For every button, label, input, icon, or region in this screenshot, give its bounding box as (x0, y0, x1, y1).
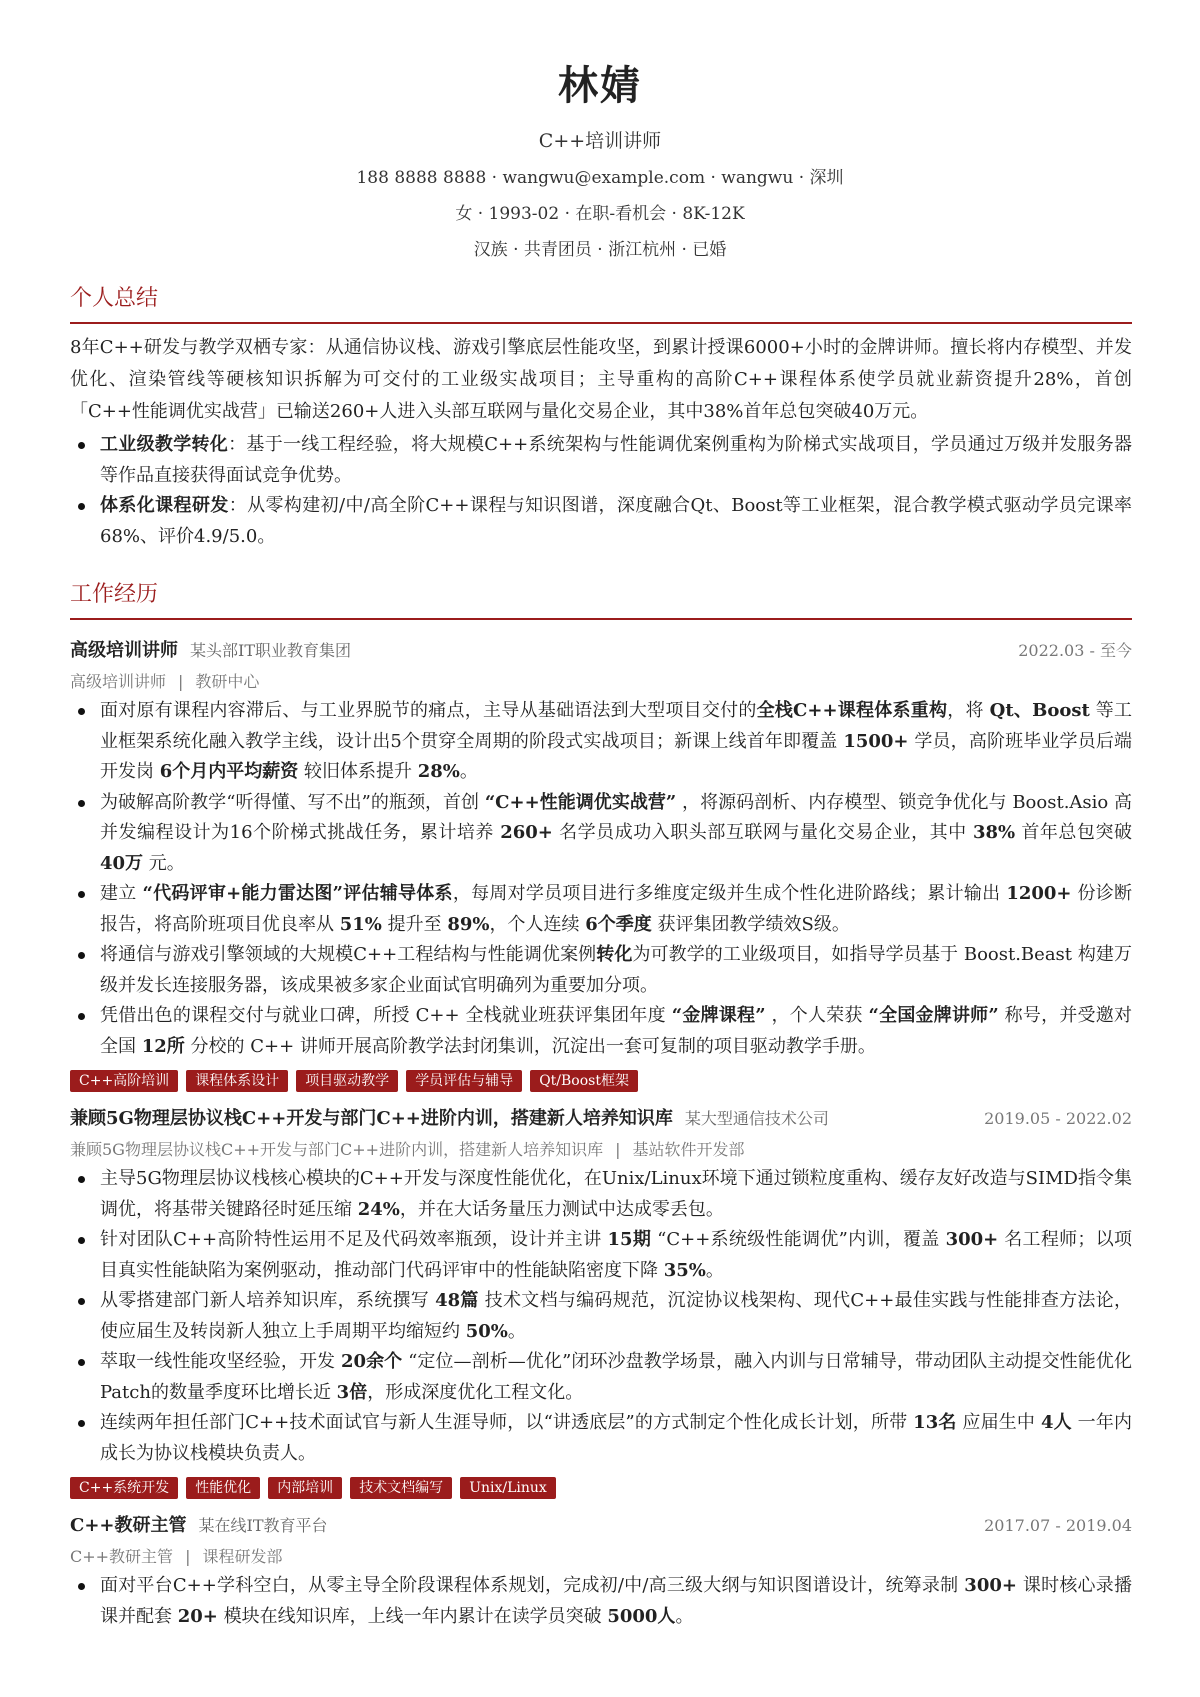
job-header-left (70, 1513, 328, 1539)
summary-paragraph: 8年C++研发与教学双栖专家：从通信协议栈、游戏引擎底层性能攻坚，到累计授课6000+小时的金牌讲师。擅长将内存模型、并发优化、渲染管线等硬核知识拆解为可交付的工业级实战项目；主导重构的高阶C++课程体系使学员就业薪资提升28%，首创「C++性能调优实战营」已输送260+人进入头部互联网与量化交易企业，其中38%首年总包突破40万元。 (70, 337, 1132, 422)
skill-tags (70, 1070, 1132, 1092)
job-bullet (70, 1571, 1132, 1632)
job-header (70, 1106, 1132, 1132)
bullet-text: 针对团队C++高阶特性运用不足及代码效率瓶颈，设计并主讲 (100, 1229, 608, 1250)
separator: | (615, 1140, 621, 1159)
bullet-highlight: 50% (465, 1320, 508, 1342)
bullet-text: ，将源码剖析、内存模型、锁竞争优化与 Boost.Asio 高并发编程设计为16个阶梯式挑战任务，累计培养 (100, 791, 1133, 843)
extra-info-line: 汉族 · 共青团员 · 浙江杭州 · 已婚 (473, 240, 727, 260)
job-bullets (70, 696, 1132, 1062)
bullet-highlight: 24% (357, 1198, 400, 1220)
bullet-highlight: 51% (339, 913, 382, 935)
job-header-left (70, 638, 351, 664)
job-bullet (70, 1286, 1132, 1347)
summary-bullet (70, 430, 1132, 491)
bullet-text: 名工程师；以项目真实性能缺陷为案例驱动，推动部门代码评审中的性能缺陷密度下降 (100, 1229, 1132, 1281)
bullet-text: 称号，并受邀对全国 (100, 1005, 1132, 1057)
bullet-text: ：基于一线工程经验，将大规模C++系统架构与性能调优案例重构为阶梯式实战项目，学员通过万级并发服务器等作品直接获得面试竞争优势。 (100, 434, 1133, 486)
job-date: 2017.07 - 2019.04 (984, 1516, 1132, 1535)
bullet-text: 将通信与游戏引擎领域的大规模C++工程结构与性能调优案例 (100, 944, 597, 965)
bullet-highlight: “C++性能调优实战营” (484, 791, 677, 813)
bullet-text: 应届生中 (956, 1412, 1041, 1433)
job-entry (70, 1513, 1132, 1632)
bullet-text: 学员，高阶班毕业学员后端开发岗 (100, 730, 1132, 782)
bullet-text: 技术文档与编码规范，沉淀协议栈架构、现代C++最佳实践与性能排查方法论，使应届生及转岗新人独立上手周期平均缩短约 (100, 1290, 1132, 1342)
skill-tag: 内部培训 (268, 1477, 342, 1499)
separator: | (178, 672, 184, 691)
bullet-highlight: 转化 (596, 944, 633, 965)
job-bullet (70, 696, 1132, 788)
bullet-text: 。 (705, 1259, 724, 1281)
bullet-text: 一年内成长为协议栈模块负责人。 (100, 1412, 1132, 1464)
job-title: C++教研主管 (70, 1515, 187, 1536)
job-date: 2019.05 - 2022.02 (984, 1109, 1132, 1128)
experience-section-title: 工作经历 (70, 580, 1132, 620)
bullet-text: 名学员成功入职头部互联网与量化交易企业，其中 (552, 822, 973, 843)
candidate-name: 林婧 (558, 62, 642, 109)
bullet-text: 。 (675, 1605, 694, 1627)
bullet-highlight: “金牌课程” (671, 1005, 766, 1026)
bullet-highlight: 260+ (500, 822, 553, 843)
job-bullet (70, 1225, 1132, 1286)
summary-section-title: 个人总结 (70, 284, 1132, 324)
bullet-text: 课时核心录播课并配套 (100, 1575, 1132, 1627)
bullet-text: 元。 (143, 852, 185, 874)
resume-content (0, 284, 1200, 1632)
bullet-highlight: 20余个 (340, 1351, 403, 1372)
bullet-text: 较旧体系提升 (298, 761, 418, 782)
bullet-text: 获评集团教学绩效S级。 (651, 913, 850, 935)
bullet-text: 从零搭建部门新人培养知识库，系统撰写 (100, 1290, 436, 1311)
skill-tag: 性能优化 (186, 1477, 260, 1499)
bullet-highlight: 1500+ (843, 730, 909, 752)
bullet-label: 工业级教学转化 (100, 434, 229, 455)
skill-tag: 项目驱动教学 (296, 1070, 398, 1092)
bullet-text: 连续两年担任部门C++技术面试官与新人生涯导师，以“讲透底层”的方式制定个性化成长计划，所带 (100, 1412, 914, 1433)
bullet-text: 面对原有课程内容滞后、与工业界脱节的痛点，主导从基础语法到大型项目交付的 (100, 700, 757, 721)
resume-header (0, 0, 1200, 262)
bullet-text: 。 (507, 1320, 526, 1342)
bullet-label: 体系化课程研发 (100, 495, 229, 516)
summary-bullets (70, 430, 1132, 552)
bullet-highlight: 12所 (141, 1035, 185, 1057)
company-name: 某在线IT教育平台 (198, 1516, 328, 1535)
skill-tag: Unix/Linux (460, 1477, 556, 1499)
job-dept: 教研中心 (195, 672, 260, 691)
job-bullets (70, 1571, 1132, 1632)
job-header (70, 1513, 1132, 1539)
skill-tag: Qt/Boost框架 (530, 1070, 638, 1092)
job-role: C++教研主管 (70, 1547, 174, 1566)
bullet-text: ，每周对学员项目进行多维度定级并生成个性化进阶路线；累计输出 (452, 883, 1007, 904)
bullet-highlight: 300+ (945, 1229, 999, 1250)
candidate-title: C++培训讲师 (538, 130, 662, 152)
job-bullet (70, 788, 1132, 880)
skill-tag: 课程体系设计 (186, 1070, 288, 1092)
job-entry (70, 638, 1132, 1092)
job-role: 高级培训讲师 (70, 672, 167, 691)
job-role: 兼顾5G物理层协议栈C++开发与部门C++进阶内训，搭建新人培养知识库 (70, 1140, 604, 1159)
skill-tags (70, 1477, 1132, 1499)
bullet-text: 主导5G物理层协议栈核心模块的C++开发与深度性能优化，在Unix/Linux环境下通过锁粒度重构、缓存友好改造与SIMD指令集调优，将基带关键路径时延压缩 (100, 1168, 1132, 1220)
job-dept: 基站软件开发部 (632, 1140, 745, 1159)
basic-info-line: 女 · 1993-02 · 在职-看机会 · 8K-12K (455, 204, 745, 224)
bullet-highlight: “全国金牌讲师” (868, 1005, 999, 1026)
bullet-highlight: 13名 (913, 1412, 957, 1433)
bullet-highlight: 40万 (100, 852, 144, 874)
bullet-highlight: 15期 (607, 1229, 652, 1250)
bullet-text: ，形成深度优化工程文化。 (367, 1381, 584, 1403)
bullet-highlight: 5000人 (607, 1605, 676, 1627)
job-bullet (70, 1347, 1132, 1408)
job-bullet (70, 1408, 1132, 1469)
bullet-text: ，并在大话务量压力测试中达成零丢包。 (399, 1198, 724, 1220)
skill-tag: C++高阶培训 (70, 1070, 178, 1092)
contact-line: 188 8888 8888 · wangwu@example.com · wangwu · 深圳 (356, 168, 844, 188)
bullet-highlight: 3倍 (336, 1381, 368, 1403)
skill-tag: 技术文档编写 (350, 1477, 452, 1499)
bullet-highlight: 38% (972, 822, 1016, 843)
job-bullets (70, 1164, 1132, 1469)
bullet-highlight: 300+ (964, 1575, 1017, 1596)
bullet-text: ，个人荣获 (765, 1005, 869, 1026)
job-date: 2022.03 - 至今 (1018, 641, 1132, 660)
job-entry (70, 1106, 1132, 1499)
bullet-highlight: 1200+ (1006, 883, 1072, 904)
job-title: 兼顾5G物理层协议栈C++开发与部门C++进阶内训，搭建新人培养知识库 (70, 1108, 673, 1129)
bullet-highlight: 4人 (1040, 1412, 1072, 1433)
bullet-text: 份诊断报告，将高阶班项目优良率从 (100, 883, 1132, 935)
job-bullet (70, 879, 1132, 940)
bullet-text: 为破解高阶教学“听得懂、写不出”的瓶颈，首创 (100, 791, 485, 813)
bullet-text: “C++系统级性能调优”内训，覆盖 (651, 1229, 946, 1250)
bullet-highlight: “代码评审+能力雷达图”评估辅导体系 (142, 883, 453, 904)
job-subline (70, 1138, 1132, 1162)
bullet-text: 。 (459, 761, 478, 782)
company-name: 某头部IT职业教育集团 (190, 641, 351, 660)
company-name: 某大型通信技术公司 (684, 1109, 829, 1128)
bullet-highlight: Qt、Boost (989, 700, 1090, 721)
bullet-text: 建立 (100, 883, 143, 904)
bullet-text: 为可教学的工业级项目，如指导学员基于 Boost.Beast 构建万级并发长连接服务器，该成果被多家企业面试官明确列为重要加分项。 (100, 944, 1133, 996)
summary-bullet (70, 491, 1132, 552)
bullet-text: ，将 (947, 700, 990, 721)
job-subline (70, 1545, 1132, 1569)
bullet-text: 模块在线知识库，上线一年内累计在读学员突破 (217, 1605, 608, 1627)
job-bullet (70, 1001, 1132, 1062)
bullet-highlight: 48篇 (435, 1290, 479, 1311)
bullet-highlight: 28% (417, 761, 460, 782)
job-header (70, 638, 1132, 664)
bullet-text: ：从零构建初/中/高全阶C++课程与知识图谱，深度融合Qt、Boost等工业框架，混合教学模式驱动学员完课率68%、评价4.9/5.0。 (100, 495, 1132, 547)
bullet-text: ，个人连续 (489, 913, 586, 935)
separator: | (185, 1547, 191, 1566)
bullet-text: 分校的 C++ 讲师开展高阶教学法封闭集训，沉淀出一套可复制的项目驱动教学手册。 (184, 1035, 876, 1057)
bullet-highlight: 全栈C++课程体系重构 (756, 700, 948, 721)
bullet-highlight: 89% (447, 913, 490, 935)
bullet-text: 萃取一线性能攻坚经验，开发 (100, 1351, 341, 1372)
skill-tag: C++系统开发 (70, 1477, 178, 1499)
bullet-highlight: 35% (663, 1259, 706, 1281)
bullet-text: 首年总包突破 (1015, 822, 1132, 843)
bullet-text: 等工业框架系统化融入教学主线，设计出5个贯穿全周期的阶段式实战项目；新课上线首年即覆盖 (100, 700, 1132, 752)
job-bullet (70, 1164, 1132, 1225)
bullet-text: 提升至 (381, 913, 448, 935)
bullet-text: “定位—剖析—优化”闭环沙盘教学场景，融入内训与日常辅导，带动团队主动提交性能优化Patch的数量季度环比增长近 (100, 1351, 1132, 1403)
bullet-highlight: 6个季度 (585, 913, 652, 935)
bullet-highlight: 6个月内平均薪资 (159, 761, 299, 782)
bullet-text: 面对平台C++学科空白，从零主导全阶段课程体系规划，完成初/中/高三级大纲与知识图谱设计，统筹录制 (100, 1575, 965, 1596)
job-dept: 课程研发部 (202, 1547, 283, 1566)
job-header-left (70, 1106, 829, 1132)
job-subline (70, 670, 1132, 694)
job-bullet (70, 940, 1132, 1001)
bullet-highlight: 20+ (177, 1605, 218, 1627)
job-title: 高级培训讲师 (70, 640, 178, 661)
bullet-text: 凭借出色的课程交付与就业口碑，所授 C++ 全栈就业班获评集团年度 (100, 1005, 672, 1026)
skill-tag: 学员评估与辅导 (406, 1070, 522, 1092)
